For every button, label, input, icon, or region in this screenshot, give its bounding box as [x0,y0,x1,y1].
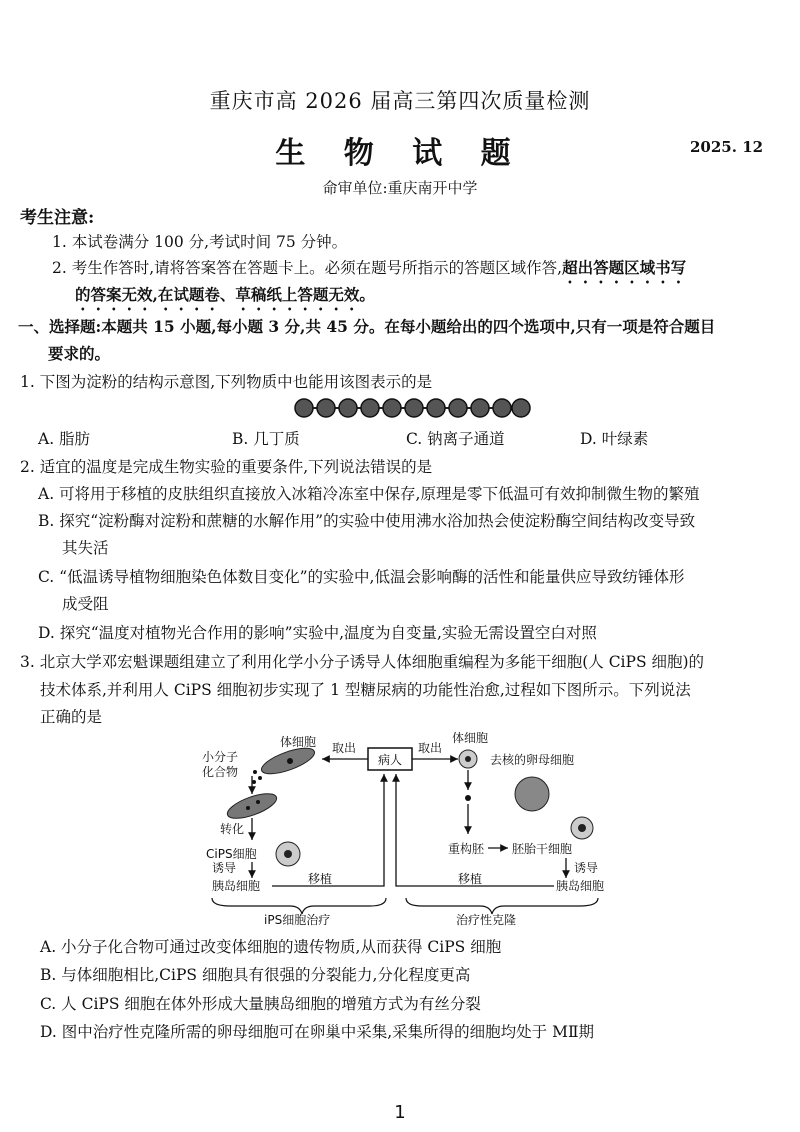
q3-option-c[interactable]: C. 人 CiPS 细胞在体外形成大量胰岛细胞的增殖方式为有丝分裂 [40,995,481,1013]
q3-stem-line2: 技术体系,并利用人 CiPS 细胞初步实现了 1 型糖尿病的功能性治愈,过程如下图所示。下列说法 [40,681,691,699]
enucleated-oocyte-label: 去核的卵母细胞 [490,753,575,767]
ips-therapy-label: iPS细胞治疗 [264,913,331,927]
section-heading-continued: 要求的。 [48,344,111,363]
setter-unit: 命审单位:重庆南开中学 [322,179,478,197]
reconstructed-embryo-label: 重构胚 [448,842,485,856]
patient-label: 病人 [377,753,403,767]
glucose-unit [361,399,379,417]
q3-option-b[interactable]: B. 与体细胞相比,CiPS 细胞具有很强的分裂能力,分化程度更高 [40,966,471,984]
islet-left-label: 胰岛细胞 [212,879,261,893]
q1-option-a[interactable]: A. 脂肪 [38,430,91,448]
glucose-unit [405,399,423,417]
take-out-left-label: 取出 [332,741,357,755]
induce-right-label: 诱导 [574,861,599,875]
section-heading: 一、选择题:本题共 15 小题,每小题 3 分,共 45 分。在每小题给出的四个选项中,只有一项是符合题目 [18,317,716,336]
q1-option-d[interactable]: D. 叶绿素 [580,430,649,448]
q3-option-d[interactable]: D. 图中治疗性克隆所需的卵母细胞可在卵巢中采集,采集所得的细胞均处于 MⅡ期 [40,1023,594,1041]
transplant-left-label: 移植 [308,872,333,886]
notice-item-1: 1. 本试卷满分 100 分,考试时间 75 分钟。 [52,233,348,251]
therapeutic-cloning-label: 治疗性克隆 [456,913,517,927]
starch-structure-diagram [292,396,532,420]
glucose-unit [383,399,401,417]
take-out-right-label: 取出 [418,741,443,755]
glucose-unit [317,399,335,417]
notice-title: 考生注意: [20,208,95,228]
q1-option-b[interactable]: B. 几丁质 [232,430,300,448]
transplant-right-label: 移植 [458,872,483,886]
somatic-left-label: 体细胞 [280,735,317,749]
small-molecule-label-1: 小分子 [202,750,239,764]
q2-stem: 2. 适宜的温度是完成生物实验的重要条件,下列说法错误的是 [20,458,433,476]
islet-right-label: 胰岛细胞 [556,879,605,893]
q2-option-b-continued: 其失活 [62,539,109,557]
small-molecule-label-2: 化合物 [202,765,239,779]
glucose-unit [427,399,445,417]
q2-option-c[interactable]: C. “低温诱导植物细胞染色体数目变化”的实验中,低温会影响酶的活性和能量供应导致纺锤体形 [38,568,685,586]
q1-option-c[interactable]: C. 钠离子通道 [406,430,505,448]
convert-label: 转化 [220,822,245,836]
q2-option-c-continued: 成受阻 [62,595,109,613]
therapy-process-diagram [190,728,610,928]
q1-stem: 1. 下图为淀粉的结构示意图,下列物质中也能用该图表示的是 [20,373,433,391]
q2-option-b[interactable]: B. 探究“淀粉酶对淀粉和蔗糖的水解作用”的实验中使用沸水浴加热会使淀粉酶空间结构改变导致 [38,512,696,530]
q3-option-a[interactable]: A. 小分子化合物可通过改变体细胞的遗传物质,从而获得 CiPS 细胞 [40,938,502,956]
q3-stem: 3. 北京大学邓宏魁课题组建立了利用化学小分子诱导人体细胞重编程为多能干细胞(人 CiPS 细胞)的 [20,653,705,671]
glucose-unit [295,399,313,417]
glucose-unit [512,399,530,417]
q2-option-a[interactable]: A. 可将用于移植的皮肤组织直接放入冰箱冷冻室中保存,原理是零下低温可有效抑制微生物的繁殖 [38,485,700,503]
enucleated-oocyte [515,777,549,811]
esc-label: 胚胎干细胞 [512,842,573,856]
notice-item-2-emphasis: 超出答题区域书写 [562,258,687,277]
exam-title: 重庆市高 2026 届高三第四次质量检测 [209,89,591,113]
page-number: 1 [394,1102,406,1123]
subject-title: 生 物 试 题 [275,136,525,171]
q2-option-d[interactable]: D. 探究“温度对植物光合作用的影响”实验中,温度为自变量,实验无需设置空白对照 [38,624,597,642]
induce-left-label: 诱导 [212,861,237,875]
notice-item-2-text: 2. 考生作答时,请将答案答在答题卡上。必须在题号所指示的答题区域作答, [52,259,563,277]
exam-date: 2025. 12 [690,138,764,156]
somatic-right-label: 体细胞 [452,731,489,745]
q3-stem-line3: 正确的是 [40,708,103,726]
glucose-unit [471,399,489,417]
notice-item-2-continued: 的答案无效,在试题卷、草稿纸上答题无效。 [75,285,375,304]
glucose-unit [493,399,511,417]
cips-label: CiPS细胞 [206,847,257,861]
glucose-unit [449,399,467,417]
glucose-unit [339,399,357,417]
